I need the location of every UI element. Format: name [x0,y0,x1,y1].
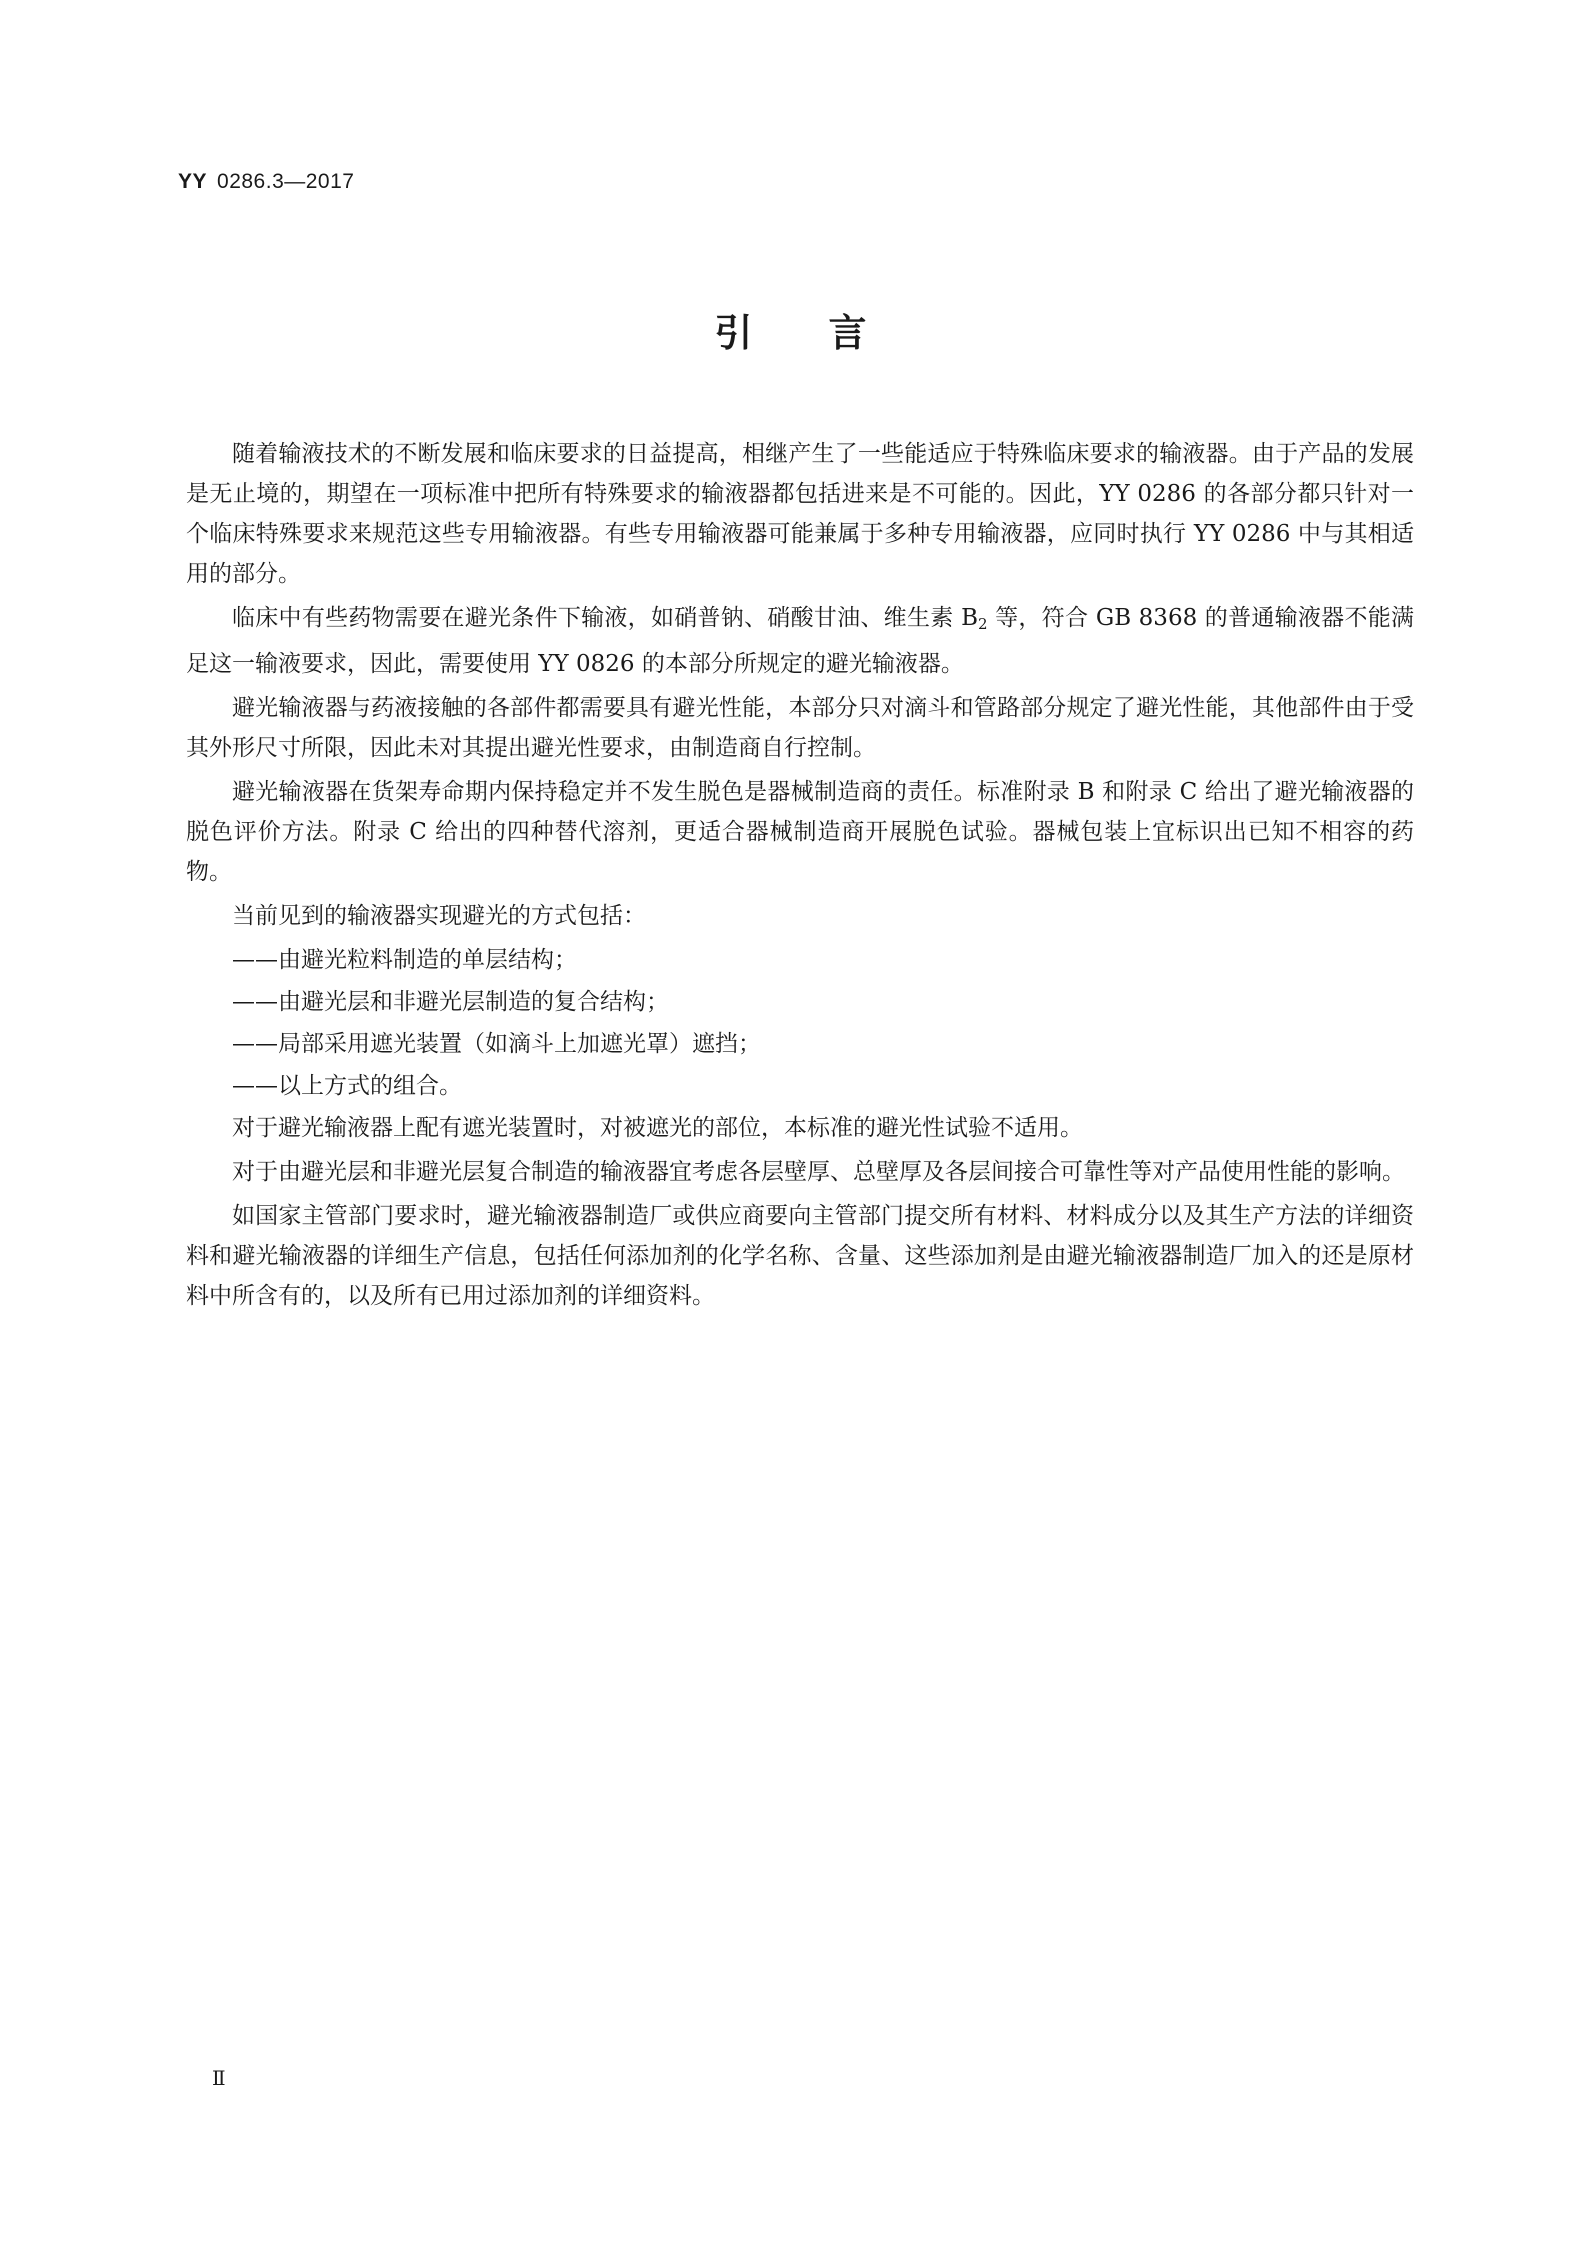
list-item: ——以上方式的组合。 [232,1073,462,1099]
paragraph-5: 当前见到的输液器实现避光的方式包括： [232,903,646,929]
paragraph-6: 对于避光输液器上配有遮光装置时，对被遮光的部位，本标准的避光性试验不适用。 [232,1115,1083,1141]
standard-prefix: YY [178,170,208,193]
paragraph-8: 如国家主管部门要求时，避光输液器制造厂或供应商要向主管部门提交所有材料、材料成分以及其生产方法的详细资料和避光输液器的详细生产信息，包括任何添加剂的化学名称、含量、这些添加剂是由避光输液器制造厂加入的还是原材料中所含有的，以及所有已用过添加剂的详细资料。 [186,1203,1414,1309]
subscript-2: 2 [978,615,988,633]
page-number: Ⅱ [212,2066,226,2090]
list-item: ——局部采用遮光装置（如滴斗上加遮光罩）遮挡； [232,1031,761,1057]
paragraph-2-part-b: 等，符合 GB 8368 的普通输液器不能满足这一输液要求，因此，需要使用 YY 0826 的本部分所规定的避光输液器。 [186,605,1414,677]
paragraph-3: 避光输液器与药液接触的各部件都需要具有避光性能，本部分只对滴斗和管路部分规定了避光性能，其他部件由于受其外形尺寸所限，因此未对其提出避光性要求，由制造商自行控制。 [186,695,1414,761]
paragraph-1: 随着输液技术的不断发展和临床要求的日益提高，相继产生了一些能适应于特殊临床要求的输液器。由于产品的发展是无止境的，期望在一项标准中把所有特殊要求的输液器都包括进来是不可能的。因此，YY 0286 的各部分都只针对一个临床特殊要求来规范这些专用输液器。有些专用输液器可能兼属于多种专用输液器，应同时执行 YY 0286 中与其相适用的部分。 [186,441,1414,587]
paragraph-2-part-a: 临床中有些药物需要在避光条件下输液，如硝普钠、硝酸甘油、维生素 B [232,605,978,631]
paragraph-4: 避光输液器在货架寿命期内保持稳定并不发生脱色是器械制造商的责任。标准附录 B 和附录 C 给出了避光输液器的脱色评价方法。附录 C 给出的四种替代溶剂，更适合器械制造商开展脱色试验。器械包装上宜标识出已知不相容的药物。 [186,779,1414,885]
list-item: ——由避光粒料制造的单层结构； [232,947,577,973]
title-char-2: 言 [828,311,873,355]
standard-code: 0286.3—2017 [217,170,355,193]
paragraph-2 [186,598,1414,684]
paragraph-7: 对于由避光层和非避光层复合制造的输液器宜考虑各层壁厚、总壁厚及各层间接合可靠性等对产品使用性能的影响。 [232,1159,1405,1185]
introduction-body [186,434,1414,1320]
page-title [0,302,1587,357]
standard-number-header [178,170,354,194]
title-char-1: 引 [714,311,759,355]
list-item: ——由避光层和非避光层制造的复合结构； [232,989,669,1015]
